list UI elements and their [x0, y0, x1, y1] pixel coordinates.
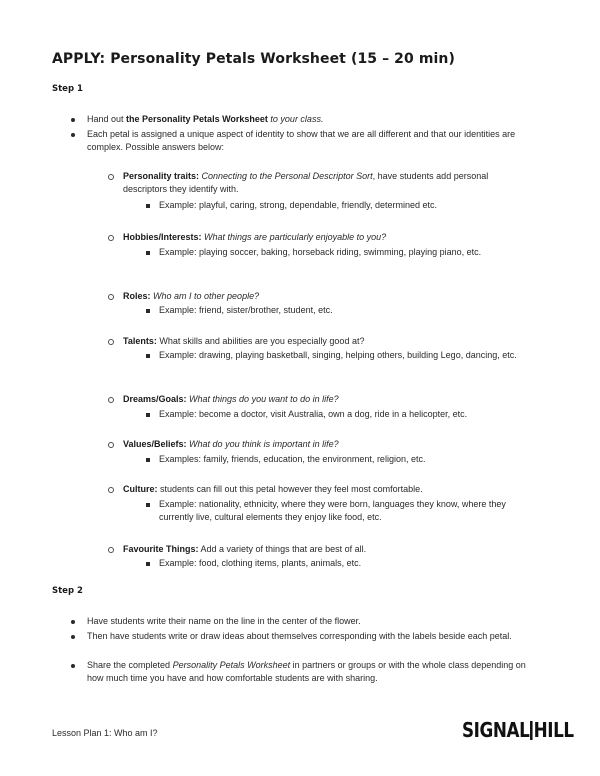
page-title: APPLY: Personality Petals Worksheet (15 – 20 min)	[52, 51, 455, 67]
list-item: Personality traits: Connecting to the Personal Descriptor Sort, have students add personal descriptors they identify with.	[123, 170, 533, 196]
list-item: Examples: family, friends, education, the environment, religion, etc.	[159, 453, 539, 466]
list-item: Example: drawing, playing basketball, singing, helping others, building Lego, dancing, etc.	[159, 349, 539, 362]
list-item: Example: friend, sister/brother, student, etc.	[159, 304, 539, 317]
list-item: Example: playful, caring, strong, dependable, friendly, determined etc.	[159, 199, 539, 212]
list-item: Example: nationality, ethnicity, where they were born, languages they know, where they currently live, cultural elements they enjoy like food, etc.	[159, 498, 539, 524]
list-item: Favourite Things: Add a variety of things that are best of all.	[123, 543, 533, 556]
list-item: Culture: students can fill out this petal however they feel most comfortable.	[123, 483, 533, 496]
list-item: Values/Beliefs: What do you think is important in life?	[123, 438, 533, 451]
list-item: Talents: What skills and abilities are you especially good at?	[123, 335, 533, 348]
list-item: Hand out the Personality Petals Worksheet to your class.	[87, 113, 542, 126]
list-item: Example: become a doctor, visit Australia, own a dog, ride in a helicopter, etc.	[159, 408, 539, 421]
list-item: Each petal is assigned a unique aspect of identity to show that we are all different and that our identities are complex. Possible answers below:	[87, 128, 542, 154]
list-item: Then have students write or draw ideas about themselves corresponding with the labels beside each petal.	[87, 630, 542, 643]
list-item: Have students write their name on the line in the center of the flower.	[87, 615, 542, 628]
footer-lesson-label: Lesson Plan 1: Who am I?	[52, 728, 158, 738]
step-1-heading: Step 1	[52, 84, 83, 94]
list-item: Example: food, clothing items, plants, animals, etc.	[159, 557, 539, 570]
list-item: Hobbies/Interests: What things are particularly enjoyable to you?	[123, 231, 533, 244]
list-item: Share the completed Personality Petals Worksheet in partners or groups or with the whole class depending on how much time you have and how comfortable students are with sharing.	[87, 659, 542, 685]
signal-hill-logo: SIGNAL HILL	[462, 718, 574, 742]
list-item: Dreams/Goals: What things do you want to do in life?	[123, 393, 533, 406]
list-item: Example: playing soccer, baking, horseback riding, swimming, playing piano, etc.	[159, 246, 539, 259]
step-2-heading: Step 2	[52, 586, 83, 596]
list-item: Roles: Who am I to other people?	[123, 290, 533, 303]
